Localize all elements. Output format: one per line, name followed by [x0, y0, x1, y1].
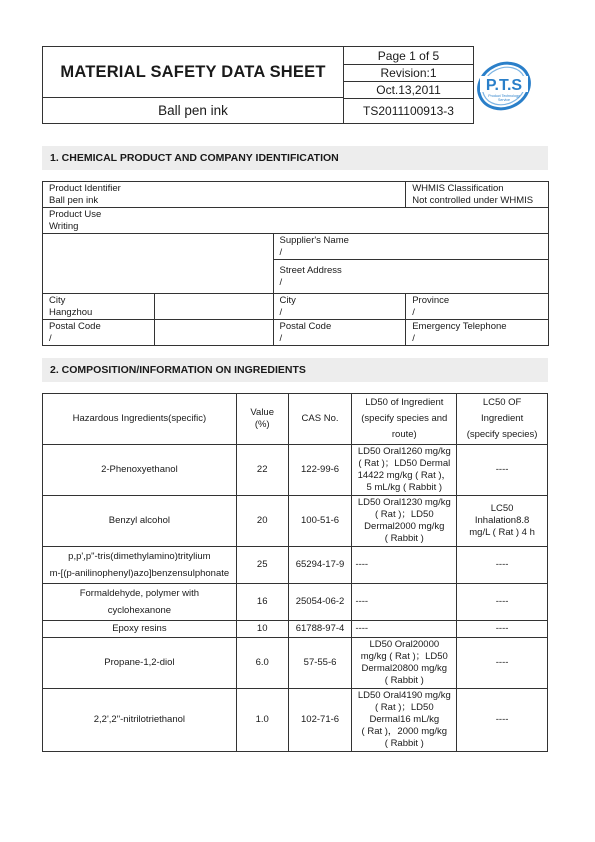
value-cell: 6.0: [236, 638, 288, 689]
cas-cell: 102-71-6: [288, 689, 352, 752]
ingredient-name-cell-line: 2-Phenoxyethanol: [101, 464, 178, 475]
ld50-cell-line: ( Rabbit ): [384, 738, 424, 749]
supplier-name-label: Supplier's Name: [279, 235, 349, 246]
ld50-cell-line: ----: [355, 596, 369, 607]
lc50-cell: [457, 689, 548, 752]
ingredient-name-cell-line: Benzyl alcohol: [108, 515, 171, 526]
value-cell: 1.0: [236, 689, 288, 752]
table-row: [43, 621, 548, 638]
value-cell: 22: [236, 445, 288, 496]
document-header: [42, 46, 474, 124]
ld50-cell-line: 14422 mg/kg ( Rat )，: [357, 470, 452, 481]
table-row: [43, 689, 548, 752]
lc50-cell-line: ----: [495, 657, 509, 668]
value-cell: 25: [236, 547, 288, 584]
province-label: Province: [412, 295, 450, 306]
ingredients-table: [42, 393, 548, 752]
supplier-name-value: /: [279, 246, 283, 258]
ld50-cell-line: ( Rat )；LD50: [375, 702, 434, 713]
ld50-cell-line: 5 mL/kg ( Rabbit ): [366, 482, 443, 493]
lc50-cell: [457, 584, 548, 621]
svg-text:P.T.S: P.T.S: [485, 77, 523, 94]
ld50-cell: [352, 445, 457, 496]
ld50-cell: [352, 689, 457, 752]
cas-cell: 61788-97-4: [288, 621, 352, 638]
table-row: [43, 445, 548, 496]
ld50-cell-line: ----: [355, 559, 369, 570]
ld50-cell-line: mg/kg ( Rat )；LD50: [360, 651, 448, 662]
lc50-cell-line: ----: [495, 714, 509, 725]
postal2-cell: [273, 320, 406, 346]
blank-cell-1: [154, 294, 273, 320]
revision: Revision:1: [344, 65, 473, 82]
ld50-cell-line: ( Rabbit ): [384, 675, 424, 686]
ld50-cell-line: LD50 Oral1230 mg/kg: [357, 497, 451, 508]
lc50-cell-line: ----: [495, 464, 509, 475]
col-lc50-header: LC50 OF Ingredient (specify species): [457, 394, 548, 445]
product-use-cell: [43, 208, 549, 234]
col-cas-header: CAS No.: [288, 394, 352, 445]
ingredient-name-cell-line: Propane-1,2-diol: [104, 657, 175, 668]
issue-date: Oct.13,2011: [344, 82, 473, 99]
lc50-cell-line: ----: [495, 623, 509, 634]
street-address-label: Street Address: [279, 265, 342, 276]
lc50-cell-line: mg/L ( Rat ) 4 h: [469, 527, 535, 538]
value-cell: 16: [236, 584, 288, 621]
city-value: Hangzhou: [49, 306, 93, 318]
lc50-cell: [457, 496, 548, 547]
ingredient-name-cell: [43, 496, 237, 547]
report-number: TS2011100913-3: [363, 104, 454, 118]
col-ingredient-header: Hazardous Ingredients(specific): [43, 394, 237, 445]
ingredient-name-cell: [43, 584, 237, 621]
lc50-cell-line: ----: [495, 559, 509, 570]
ingredient-name-cell-line: p,p',p"-tris(dimethylamino)tritylium: [68, 551, 211, 562]
ld50-cell-line: ( Rat )；LD50: [375, 509, 434, 520]
ingredient-name-cell: [43, 547, 237, 584]
company-address-cell: [43, 260, 274, 294]
postal-label: Postal Code: [49, 321, 101, 332]
product-use-label: Product Use: [49, 209, 102, 220]
ld50-cell-line: ----: [355, 623, 369, 634]
ld50-cell-line: ( Rat )；LD50 Dermal: [358, 458, 451, 469]
table-row: [43, 584, 548, 621]
ld50-cell: [352, 621, 457, 638]
product-identifier-label: Product Identifier: [49, 183, 121, 194]
product-name: Ball pen ink: [43, 98, 344, 123]
ld50-cell-line: ( Rabbit ): [384, 533, 424, 544]
supplier-name-cell: [273, 234, 549, 260]
postal-cell: [43, 320, 155, 346]
page-number: Page 1 of 5: [344, 47, 473, 65]
lc50-cell: [457, 547, 548, 584]
ld50-cell: [352, 496, 457, 547]
identification-table: [42, 181, 549, 346]
emergency-label: Emergency Telephone: [412, 321, 507, 332]
value-cell: 20: [236, 496, 288, 547]
lc50-cell: [457, 638, 548, 689]
table-row: [43, 496, 548, 547]
ingredient-name-cell-line: m-[(p-anilinophenyl)azo]benzensulphonate: [49, 568, 230, 579]
ingredient-name-cell-line: 2,2',2"-nitrilotriethanol: [93, 714, 186, 725]
city2-label: City: [279, 295, 296, 306]
city-label: City: [49, 295, 66, 306]
ld50-cell: [352, 638, 457, 689]
ld50-cell-line: Dermal2000 mg/kg: [364, 521, 445, 532]
city-cell: [43, 294, 155, 320]
ld50-cell-line: LD50 Oral20000: [369, 639, 440, 650]
cas-cell: 57-55-6: [288, 638, 352, 689]
province-value: /: [412, 306, 415, 318]
street-address-cell: [273, 260, 549, 294]
ingredient-name-cell: [43, 621, 237, 638]
city2-value: /: [279, 306, 283, 318]
ingredient-name-cell: [43, 445, 237, 496]
blank-cell-2: [154, 320, 273, 346]
cas-cell: 25054-06-2: [288, 584, 352, 621]
lc50-cell-line: Inhalation8.8: [474, 515, 530, 526]
cas-cell: 100-51-6: [288, 496, 352, 547]
ingredient-name-cell: [43, 689, 237, 752]
pts-logo: [474, 56, 534, 114]
document-title: MATERIAL SAFETY DATA SHEET: [43, 47, 344, 98]
ld50-cell: [352, 584, 457, 621]
table-row: [43, 547, 548, 584]
postal-value: /: [49, 332, 52, 344]
ingredient-name-cell-line: cyclohexanone: [107, 605, 172, 616]
svg-text:Product Technology: Product Technology: [488, 94, 520, 98]
ld50-cell: [352, 547, 457, 584]
ingredient-name-cell-line: Epoxy resins: [112, 623, 167, 634]
section-2-heading: 2. COMPOSITION/INFORMATION ON INGREDIENTS: [42, 358, 548, 382]
province-cell: [406, 294, 549, 320]
company-name-cell: [43, 234, 274, 260]
whmis-cell: [406, 182, 549, 208]
lc50-cell-line: ----: [495, 596, 509, 607]
postal2-label: Postal Code: [279, 321, 332, 332]
postal2-value: /: [279, 332, 283, 344]
ld50-cell-line: LD50 Oral4190 mg/kg: [357, 690, 451, 701]
col-value-header: Value (%): [236, 394, 288, 445]
city2-cell: [273, 294, 406, 320]
cas-cell: 65294-17-9: [288, 547, 352, 584]
section-1-heading: 1. CHEMICAL PRODUCT AND COMPANY IDENTIFICATION: [42, 146, 548, 170]
ld50-cell-line: Dermal16 mL/kg: [369, 714, 440, 725]
product-use-value: Writing: [49, 220, 79, 232]
lc50-cell-line: LC50: [490, 503, 514, 514]
cas-cell: 122-99-6: [288, 445, 352, 496]
whmis-value: Not controlled under WHMIS: [412, 194, 534, 206]
ld50-cell-line: Dermal20800 mg/kg: [361, 663, 448, 674]
whmis-label: WHMIS Classification: [412, 183, 504, 194]
ld50-cell-line: LD50 Oral1260 mg/kg: [357, 446, 451, 457]
product-identifier-cell: [43, 182, 406, 208]
product-identifier-value: Ball pen ink: [49, 194, 99, 206]
ingredient-name-cell: [43, 638, 237, 689]
lc50-cell: [457, 621, 548, 638]
ingredient-name-cell-line: Formaldehyde, polymer with: [79, 588, 200, 599]
emergency-value: /: [412, 332, 415, 344]
table-row: [43, 638, 548, 689]
col-ld50-header: LD50 of Ingredient (specify species and route): [352, 394, 457, 445]
street-address-value: /: [279, 276, 283, 288]
value-cell: 10: [236, 621, 288, 638]
emergency-cell: [406, 320, 549, 346]
svg-text:Service: Service: [498, 98, 510, 102]
ld50-cell-line: ( Rat )，2000 mg/kg: [361, 726, 448, 737]
lc50-cell: [457, 445, 548, 496]
